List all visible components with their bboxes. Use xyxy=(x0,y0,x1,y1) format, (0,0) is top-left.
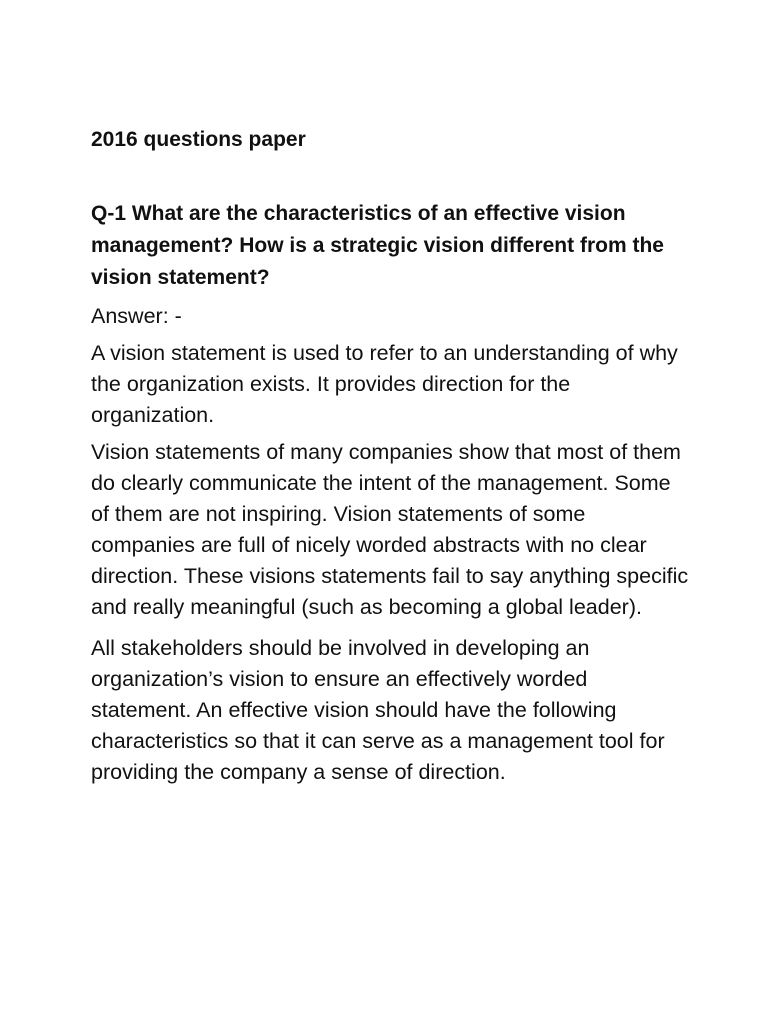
answer-label: Answer: - xyxy=(91,304,182,328)
answer-paragraph-3: All stakeholders should be involved in developing an organization’s vision to ensure an effectively worded statement. An effective vision should have the following characteristics so that it can serve as a management tool for providing the company a sense of direction. xyxy=(91,636,665,784)
answer-paragraph-1: A vision statement is used to refer to an understanding of why the organization exists. It provides direction for the organization. xyxy=(91,341,678,427)
document-body xyxy=(91,124,691,788)
question-heading: Q-1 What are the characteristics of an effective vision management? How is a strategic vision different from the vision statement? xyxy=(91,202,664,289)
document-title: 2016 questions paper xyxy=(91,128,306,151)
answer-paragraph-2: Vision statements of many companies show that most of them do clearly communicate the intent of the management. Some of them are not inspiring. Vision statements of some companies are full of nicely worded abstracts with no clear direction. These visions statements fail to say anything specific and really meaningful (such as becoming a global leader). xyxy=(91,440,689,619)
